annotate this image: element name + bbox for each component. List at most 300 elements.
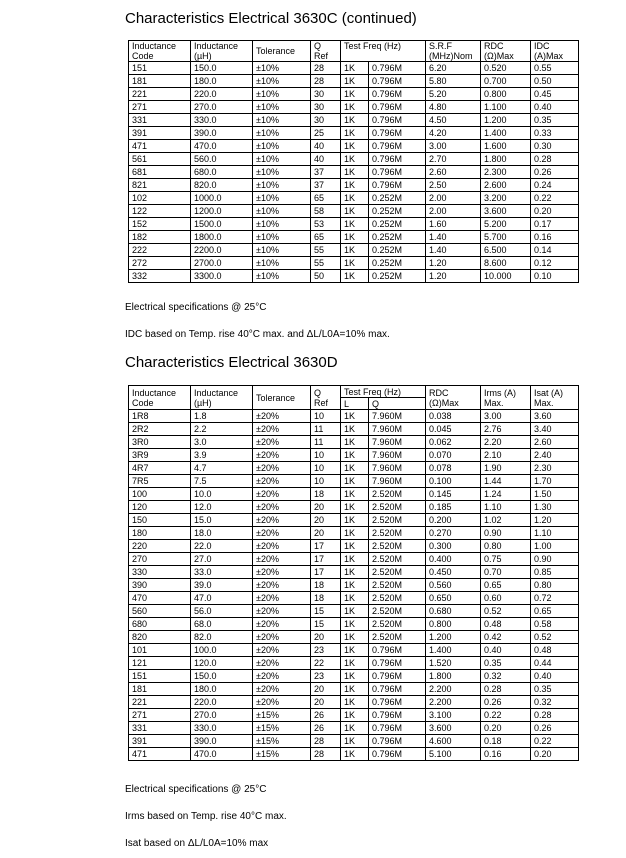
table-cell: 1K (341, 748, 369, 761)
spec-table-3630c (128, 40, 579, 283)
table-cell: 2.520M (369, 566, 426, 579)
table-cell: 180.0 (191, 683, 253, 696)
table-cell: 1K (341, 540, 369, 553)
table-cell: 12.0 (191, 501, 253, 514)
table-cell: 1K (341, 462, 369, 475)
table-cell: 0.450 (426, 566, 481, 579)
table-cell: 1R8 (129, 410, 191, 423)
table-row (129, 192, 579, 205)
table-cell: 1K (341, 62, 369, 75)
table-cell: 7.5 (191, 475, 253, 488)
table-cell: 560 (129, 605, 191, 618)
table-cell: 7.960M (369, 449, 426, 462)
table-cell: ±20% (253, 514, 311, 527)
table-cell: 1.800 (481, 153, 531, 166)
table-cell: ±10% (253, 140, 311, 153)
table-cell: 0.50 (531, 75, 579, 88)
table-cell: 20 (311, 683, 341, 696)
table-row (129, 631, 579, 644)
table-cell: 0.100 (426, 475, 481, 488)
table-cell: ±20% (253, 423, 311, 436)
table-cell: 8.600 (481, 257, 531, 270)
table-cell: 0.80 (481, 540, 531, 553)
table-cell: 0.32 (531, 696, 579, 709)
table-cell: 22 (311, 657, 341, 670)
table-cell: 2.300 (481, 166, 531, 179)
table-cell: 2.00 (426, 205, 481, 218)
table-cell: 28 (311, 735, 341, 748)
table-cell: 0.32 (481, 670, 531, 683)
table-cell: 0.796M (369, 657, 426, 670)
table-cell: 2.200 (426, 696, 481, 709)
table-cell: 0.75 (481, 553, 531, 566)
table-row (129, 75, 579, 88)
table-cell: 65 (311, 192, 341, 205)
table-cell: 1.400 (426, 644, 481, 657)
table-cell: ±10% (253, 166, 311, 179)
table-cell: 37 (311, 179, 341, 192)
table-cell: 1K (341, 735, 369, 748)
table-row (129, 436, 579, 449)
header-q-ref: Q Ref (311, 386, 341, 410)
table-cell: 2.60 (426, 166, 481, 179)
table-cell: 68.0 (191, 618, 253, 631)
table-cell: 20 (311, 696, 341, 709)
table-cell: 0.520 (481, 62, 531, 75)
table-cell: 0.038 (426, 410, 481, 423)
table-cell: 1K (341, 475, 369, 488)
table-cell: 65 (311, 231, 341, 244)
table-cell: 26 (311, 709, 341, 722)
section1-title: Characteristics Electrical 3630C (continued) (125, 10, 417, 27)
table-row (129, 618, 579, 631)
table-cell: 0.22 (531, 735, 579, 748)
table-cell: ±10% (253, 192, 311, 205)
table-cell: 0.70 (481, 566, 531, 579)
table-cell: 0.28 (481, 683, 531, 696)
table-cell: 37 (311, 166, 341, 179)
table-cell: 150.0 (191, 670, 253, 683)
table-row (129, 683, 579, 696)
table-cell: 1K (341, 270, 369, 283)
table-cell: 17 (311, 553, 341, 566)
table-row (129, 501, 579, 514)
table-cell: 0.185 (426, 501, 481, 514)
table-cell: 2.2 (191, 423, 253, 436)
table-cell: 55 (311, 257, 341, 270)
table-cell: 331 (129, 722, 191, 735)
table-cell: ±20% (253, 449, 311, 462)
table-cell: ±20% (253, 670, 311, 683)
section2-note-isat: Isat based on ΔL/L0A=10% max (125, 838, 269, 849)
table-row (129, 101, 579, 114)
table-cell: 1K (341, 88, 369, 101)
table-cell: 0.796M (369, 696, 426, 709)
table-cell: 2.76 (481, 423, 531, 436)
spec-table-3630c-body (129, 62, 579, 283)
table-cell: 0.400 (426, 553, 481, 566)
table-cell: 1K (341, 696, 369, 709)
header-idc: IDC (A)Max (531, 41, 579, 62)
table-cell: 10.000 (481, 270, 531, 283)
table-cell: 470 (129, 592, 191, 605)
table-row (129, 244, 579, 257)
table-cell: 2.520M (369, 540, 426, 553)
table-row (129, 140, 579, 153)
table-cell: ±10% (253, 270, 311, 283)
table-cell: 7.960M (369, 475, 426, 488)
table-cell: 270 (129, 553, 191, 566)
table-row (129, 205, 579, 218)
table-cell: 2200.0 (191, 244, 253, 257)
table-cell: 1K (341, 683, 369, 696)
table-cell: 1K (341, 166, 369, 179)
table-cell: ±20% (253, 436, 311, 449)
table-cell: 0.796M (369, 153, 426, 166)
table-cell: 0.16 (531, 231, 579, 244)
table-cell: 1K (341, 514, 369, 527)
header-test-freq-l: L (341, 398, 369, 410)
table-cell: ±10% (253, 244, 311, 257)
section2-title: Characteristics Electrical 3630D (125, 354, 338, 371)
table-row (129, 270, 579, 283)
table-cell: 28 (311, 62, 341, 75)
table-cell: 1.20 (426, 257, 481, 270)
table-cell: 0.14 (531, 244, 579, 257)
table-cell: 1.200 (426, 631, 481, 644)
table-cell: 470.0 (191, 140, 253, 153)
table-cell: 102 (129, 192, 191, 205)
table-cell: 1K (341, 231, 369, 244)
table-cell: 1K (341, 410, 369, 423)
table-cell: 10 (311, 462, 341, 475)
table-cell: 0.078 (426, 462, 481, 475)
table-cell: 0.26 (531, 166, 579, 179)
table-cell: 0.20 (481, 722, 531, 735)
table-cell: 0.796M (369, 748, 426, 761)
header-inductance: Inductance (µH) (191, 41, 253, 62)
table-cell: 1K (341, 218, 369, 231)
table-cell: 0.650 (426, 592, 481, 605)
table-cell: 1K (341, 618, 369, 631)
table-cell: 332 (129, 270, 191, 283)
table-cell: 0.52 (481, 605, 531, 618)
table-cell: 272 (129, 257, 191, 270)
table-cell: 0.90 (531, 553, 579, 566)
table-cell: 1.60 (426, 218, 481, 231)
table-cell: 27.0 (191, 553, 253, 566)
table-cell: 0.72 (531, 592, 579, 605)
header-isat: Isat (A) Max. (531, 386, 579, 410)
table-cell: 30 (311, 101, 341, 114)
table-cell: 100 (129, 488, 191, 501)
table-cell: 55 (311, 244, 341, 257)
table-cell: 1K (341, 205, 369, 218)
table-row (129, 527, 579, 540)
table-cell: 101 (129, 644, 191, 657)
table-row (129, 179, 579, 192)
table-cell: 0.796M (369, 709, 426, 722)
table-cell: 3300.0 (191, 270, 253, 283)
table-cell: 0.35 (531, 114, 579, 127)
table-cell: 3.9 (191, 449, 253, 462)
table-cell: 0.045 (426, 423, 481, 436)
table-row (129, 114, 579, 127)
table-cell: 1.70 (531, 475, 579, 488)
table-cell: 330.0 (191, 114, 253, 127)
table-cell: 270.0 (191, 709, 253, 722)
table-row (129, 566, 579, 579)
table-row (129, 488, 579, 501)
table-row (129, 423, 579, 436)
header-irms: Irms (A) Max. (481, 386, 531, 410)
table-cell: 4R7 (129, 462, 191, 475)
table-cell: 2.50 (426, 179, 481, 192)
table-cell: 220.0 (191, 696, 253, 709)
table-cell: 820 (129, 631, 191, 644)
table-cell: 1K (341, 153, 369, 166)
table-row (129, 592, 579, 605)
table-cell: 1200.0 (191, 205, 253, 218)
table-cell: 1.20 (531, 514, 579, 527)
table-cell: 20 (311, 527, 341, 540)
table-cell: 560.0 (191, 153, 253, 166)
table-cell: ±20% (253, 540, 311, 553)
table-row (129, 657, 579, 670)
table-cell: 5.700 (481, 231, 531, 244)
table-cell: 0.58 (531, 618, 579, 631)
table-cell: 0.796M (369, 75, 426, 88)
table-cell: 0.26 (481, 696, 531, 709)
table-cell: 221 (129, 696, 191, 709)
table-cell: 821 (129, 179, 191, 192)
table-cell: 4.50 (426, 114, 481, 127)
table-cell: 0.80 (531, 579, 579, 592)
table-cell: 0.85 (531, 566, 579, 579)
table-cell: 0.42 (481, 631, 531, 644)
table-cell: ±20% (253, 644, 311, 657)
table-cell: 18 (311, 579, 341, 592)
table-cell: 2.520M (369, 631, 426, 644)
header-q-ref: Q Ref (311, 41, 341, 62)
table-cell: 2.520M (369, 488, 426, 501)
table-cell: 0.800 (481, 88, 531, 101)
table-cell: 0.796M (369, 722, 426, 735)
table-cell: 120.0 (191, 657, 253, 670)
table-cell: 0.700 (481, 75, 531, 88)
table-cell: 100.0 (191, 644, 253, 657)
table-cell: 0.252M (369, 192, 426, 205)
table-cell: 2.520M (369, 592, 426, 605)
table-cell: 2.30 (531, 462, 579, 475)
table-cell: 470.0 (191, 748, 253, 761)
table-cell: ±20% (253, 475, 311, 488)
table-cell: 33.0 (191, 566, 253, 579)
table-cell: 0.796M (369, 140, 426, 153)
table-cell: 1K (341, 605, 369, 618)
table-cell: 0.40 (481, 644, 531, 657)
table-cell: 0.252M (369, 231, 426, 244)
table-cell: 50 (311, 270, 341, 283)
table-cell: 2.600 (481, 179, 531, 192)
table-cell: 0.22 (531, 192, 579, 205)
table-row (129, 166, 579, 179)
table-cell: 3R0 (129, 436, 191, 449)
table-cell: 1.44 (481, 475, 531, 488)
table-cell: 1K (341, 501, 369, 514)
table-cell: 1.30 (531, 501, 579, 514)
table-cell: 0.796M (369, 127, 426, 140)
table-row (129, 722, 579, 735)
table-cell: 0.20 (531, 205, 579, 218)
table-cell: ±10% (253, 153, 311, 166)
table-row (129, 127, 579, 140)
table-cell: 0.796M (369, 644, 426, 657)
table-cell: 7.960M (369, 436, 426, 449)
table-cell: 0.17 (531, 218, 579, 231)
table-cell: ±10% (253, 257, 311, 270)
table-cell: 5.80 (426, 75, 481, 88)
table-cell: 1K (341, 579, 369, 592)
table-cell: ±20% (253, 683, 311, 696)
table-cell: 220.0 (191, 88, 253, 101)
table-row (129, 735, 579, 748)
table-cell: 151 (129, 62, 191, 75)
table-cell: 0.796M (369, 88, 426, 101)
table-cell: 1K (341, 527, 369, 540)
table-cell: 1K (341, 592, 369, 605)
table-cell: 53 (311, 218, 341, 231)
table-cell: 4.600 (426, 735, 481, 748)
table-cell: 5.100 (426, 748, 481, 761)
table-cell: 561 (129, 153, 191, 166)
table-cell: ±20% (253, 618, 311, 631)
table-cell: 23 (311, 644, 341, 657)
table-cell: 0.070 (426, 449, 481, 462)
table-cell: ±20% (253, 579, 311, 592)
table-row (129, 696, 579, 709)
table-cell: 0.062 (426, 436, 481, 449)
table-cell: 1K (341, 192, 369, 205)
table-cell: 390.0 (191, 127, 253, 140)
section2-note-irms: Irms based on Temp. rise 40°C max. (125, 811, 287, 822)
table-cell: 1K (341, 244, 369, 257)
table-cell: 1K (341, 722, 369, 735)
table-cell: ±10% (253, 127, 311, 140)
table-cell: ±10% (253, 62, 311, 75)
table-cell: ±10% (253, 218, 311, 231)
table-cell: 3.00 (426, 140, 481, 153)
table-cell: 10 (311, 449, 341, 462)
table-cell: ±20% (253, 501, 311, 514)
header-test-freq: Test Freq (Hz) (341, 41, 426, 62)
table-cell: 1.24 (481, 488, 531, 501)
table-row (129, 62, 579, 75)
table-cell: 30 (311, 114, 341, 127)
table-cell: 1K (341, 631, 369, 644)
table-cell: 1.40 (426, 231, 481, 244)
table-cell: 122 (129, 205, 191, 218)
table-cell: 120 (129, 501, 191, 514)
spec-table-3630d (128, 385, 579, 761)
table-cell: 0.796M (369, 166, 426, 179)
table-row (129, 514, 579, 527)
table-cell: ±20% (253, 605, 311, 618)
table-cell: 1.20 (426, 270, 481, 283)
table-cell: ±15% (253, 748, 311, 761)
table-cell: 4.80 (426, 101, 481, 114)
table-cell: 0.300 (426, 540, 481, 553)
table-cell: 3.60 (531, 410, 579, 423)
table-cell: 39.0 (191, 579, 253, 592)
table-cell: 180 (129, 527, 191, 540)
table-cell: ±10% (253, 205, 311, 218)
table-cell: 3.100 (426, 709, 481, 722)
table-row (129, 88, 579, 101)
table-cell: 0.40 (531, 101, 579, 114)
table-cell: 0.252M (369, 244, 426, 257)
table-cell: 0.28 (531, 709, 579, 722)
table-cell: 10.0 (191, 488, 253, 501)
table-cell: 26 (311, 722, 341, 735)
header-test-freq: Test Freq (Hz) (341, 386, 426, 398)
table-cell: 2.520M (369, 553, 426, 566)
table-cell: 0.560 (426, 579, 481, 592)
table-cell: 680 (129, 618, 191, 631)
table-cell: 220 (129, 540, 191, 553)
table-cell: ±10% (253, 75, 311, 88)
table-cell: ±20% (253, 631, 311, 644)
table-cell: 152 (129, 218, 191, 231)
table-cell: 0.28 (531, 153, 579, 166)
table-cell: 11 (311, 436, 341, 449)
table-row (129, 605, 579, 618)
table-cell: 0.30 (531, 140, 579, 153)
table-cell: 1K (341, 179, 369, 192)
table-cell: 3.0 (191, 436, 253, 449)
table-cell: 1K (341, 75, 369, 88)
table-cell: ±20% (253, 410, 311, 423)
table-cell: 40 (311, 153, 341, 166)
table-cell: ±20% (253, 462, 311, 475)
table-cell: 2700.0 (191, 257, 253, 270)
table-cell: 20 (311, 514, 341, 527)
table-row (129, 153, 579, 166)
table-cell: 121 (129, 657, 191, 670)
table-cell: 1.40 (426, 244, 481, 257)
table-cell: 1K (341, 644, 369, 657)
table-cell: 11 (311, 423, 341, 436)
header-rdc: RDC (Ω)Max (426, 386, 481, 410)
table-cell: 221 (129, 88, 191, 101)
table-cell: 5.200 (481, 218, 531, 231)
table-cell: ±10% (253, 88, 311, 101)
table-cell: ±20% (253, 696, 311, 709)
table-cell: 82.0 (191, 631, 253, 644)
table-cell: 18 (311, 592, 341, 605)
table-cell: 0.16 (481, 748, 531, 761)
table-cell: 0.20 (531, 748, 579, 761)
header-inductance-code: Inductance Code (129, 386, 191, 410)
table-cell: 0.65 (531, 605, 579, 618)
table-cell: 3.600 (426, 722, 481, 735)
table-cell: 2.20 (481, 436, 531, 449)
header-tolerance: Tolerance (253, 386, 311, 410)
table-cell: 390.0 (191, 735, 253, 748)
table-row (129, 462, 579, 475)
table-cell: 0.796M (369, 683, 426, 696)
table-cell: 222 (129, 244, 191, 257)
